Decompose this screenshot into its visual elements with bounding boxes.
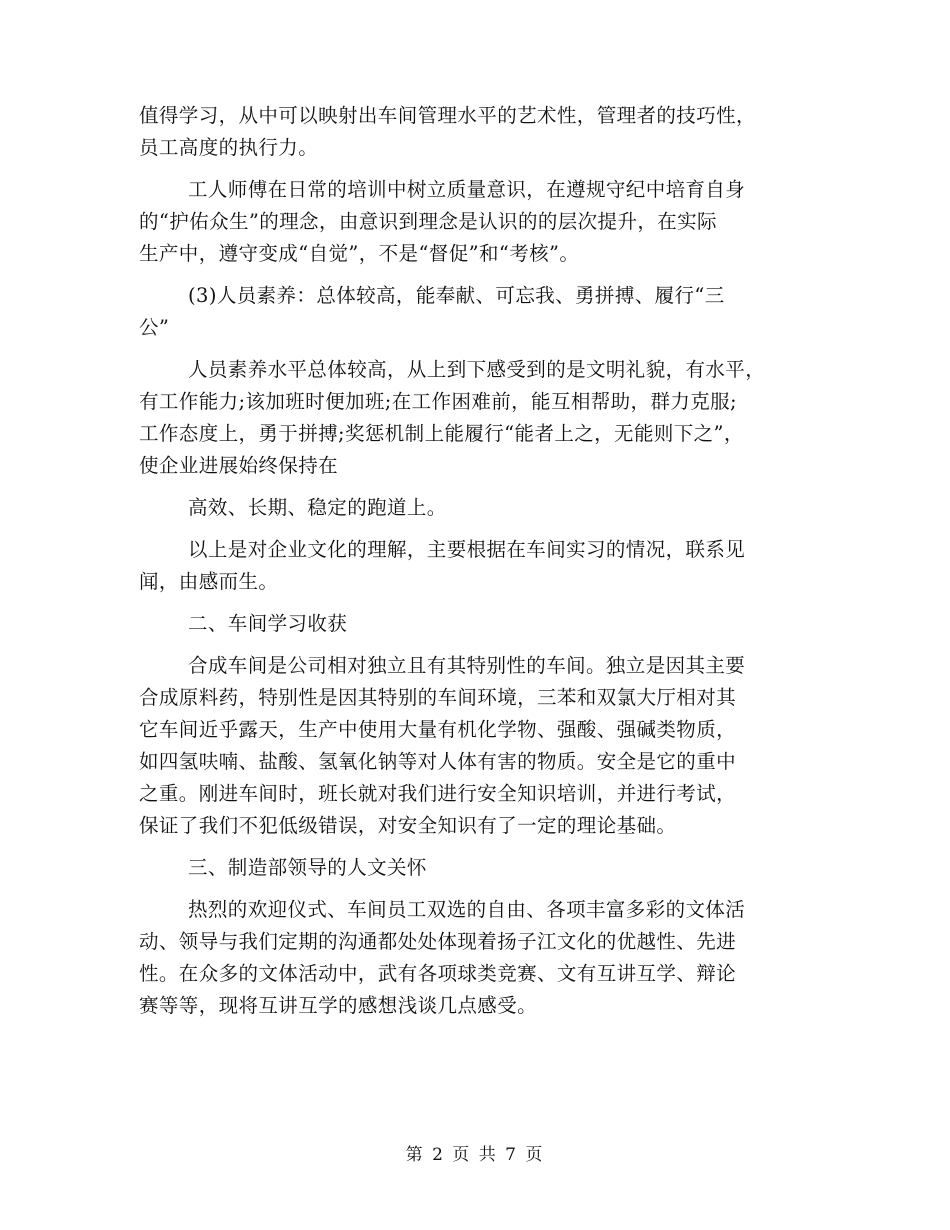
text-line: 员工高度的执行力。 [139, 136, 319, 159]
text-line: 合成车间是公司相对独立且有其特别性的车间。独立是因其主要 [188, 654, 746, 677]
text-line: 如四氢呋喃、盐酸、氢氧化钠等对人体有害的物质。安全是它的重中 [139, 750, 737, 773]
paragraph [139, 100, 829, 164]
text-line: 三、制造部领导的人文关怀 [188, 856, 427, 879]
paragraph [139, 608, 829, 640]
text-line: 以上是对企业文化的理解，主要根据在车间实习的情况，联系见 [188, 538, 746, 561]
text-line: 的“护佑众生”的理念，由意识到理念是认识的的层次提升，在实际 [139, 210, 717, 233]
text-line: 人员素养水平总体较高，从上到下感受到的是文明礼貌，有水平， [188, 358, 766, 381]
text-line: 公” [139, 316, 170, 339]
text-line: 值得学习，从中可以映射出车间管理水平的艺术性，管理者的技巧性， [139, 104, 756, 127]
paragraph [139, 492, 829, 524]
paragraph [139, 280, 829, 344]
text-line: 它车间近乎露天，生产中使用大量有机化学物、强酸、强碱类物质， [139, 718, 737, 741]
paragraph-gap [139, 598, 829, 608]
text-line: 保证了我们不犯低级错误，对安全知识有了一定的理论基础。 [139, 814, 677, 837]
paragraph [139, 894, 829, 1022]
paragraph [139, 852, 829, 884]
paragraph [139, 650, 829, 842]
paragraph-gap [139, 482, 829, 492]
text-line: 使企业进展始终保持在 [139, 454, 339, 477]
paragraph-gap [139, 842, 829, 852]
paragraph [139, 534, 829, 598]
page-footer: 第 2 页 共 7 页 [405, 1145, 545, 1165]
text-line: 工人师傅在日常的培训中树立质量意识，在遵规守纪中培育自身 [188, 178, 746, 201]
text-line: 二、车间学习收获 [188, 612, 348, 635]
paragraph [139, 174, 829, 270]
text-line: 生产中，遵守变成“自觉”，不是“督促”和“考核”。 [139, 242, 580, 265]
paragraph-gap [139, 164, 829, 174]
text-line: 之重。刚进车间时，班长就对我们进行安全知识培训，并进行考试， [139, 782, 737, 805]
text-line: 赛等等，现将互讲互学的感想浅谈几点感受。 [139, 994, 538, 1017]
text-line: 高效、长期、稳定的跑道上。 [188, 496, 447, 519]
paragraph-gap [139, 640, 829, 650]
text-line: 工作态度上，勇于拼搏;奖惩机制上能履行“能者上之，无能则下之”， [139, 422, 744, 445]
text-line: 有工作能力;该加班时便加班;在工作困难前，能互相帮助，群力克服; [139, 390, 738, 413]
paragraph [139, 354, 829, 482]
text-line: 热烈的欢迎仪式、车间员工双选的自由、各项丰富多彩的文体活 [188, 898, 746, 921]
document-body [139, 100, 829, 1022]
text-line: 闻，由感而生。 [139, 570, 279, 593]
paragraph-gap [139, 270, 829, 280]
text-line: 合成原料药，特别性是因其特别的车间环境，三苯和双氯大厅相对其 [139, 686, 737, 709]
text-line: 性。在众多的文体活动中，武有各项球类竞赛、文有互讲互学、辩论 [139, 962, 737, 985]
text-line: 动、领导与我们定期的沟通都处处体现着扬子江文化的优越性、先进 [139, 930, 737, 953]
paragraph-gap [139, 524, 829, 534]
paragraph-gap [139, 344, 829, 354]
text-line: (3)人员素养：总体较高，能奉献、可忘我、勇拼搏、履行“三 [188, 284, 725, 307]
paragraph-gap [139, 884, 829, 894]
